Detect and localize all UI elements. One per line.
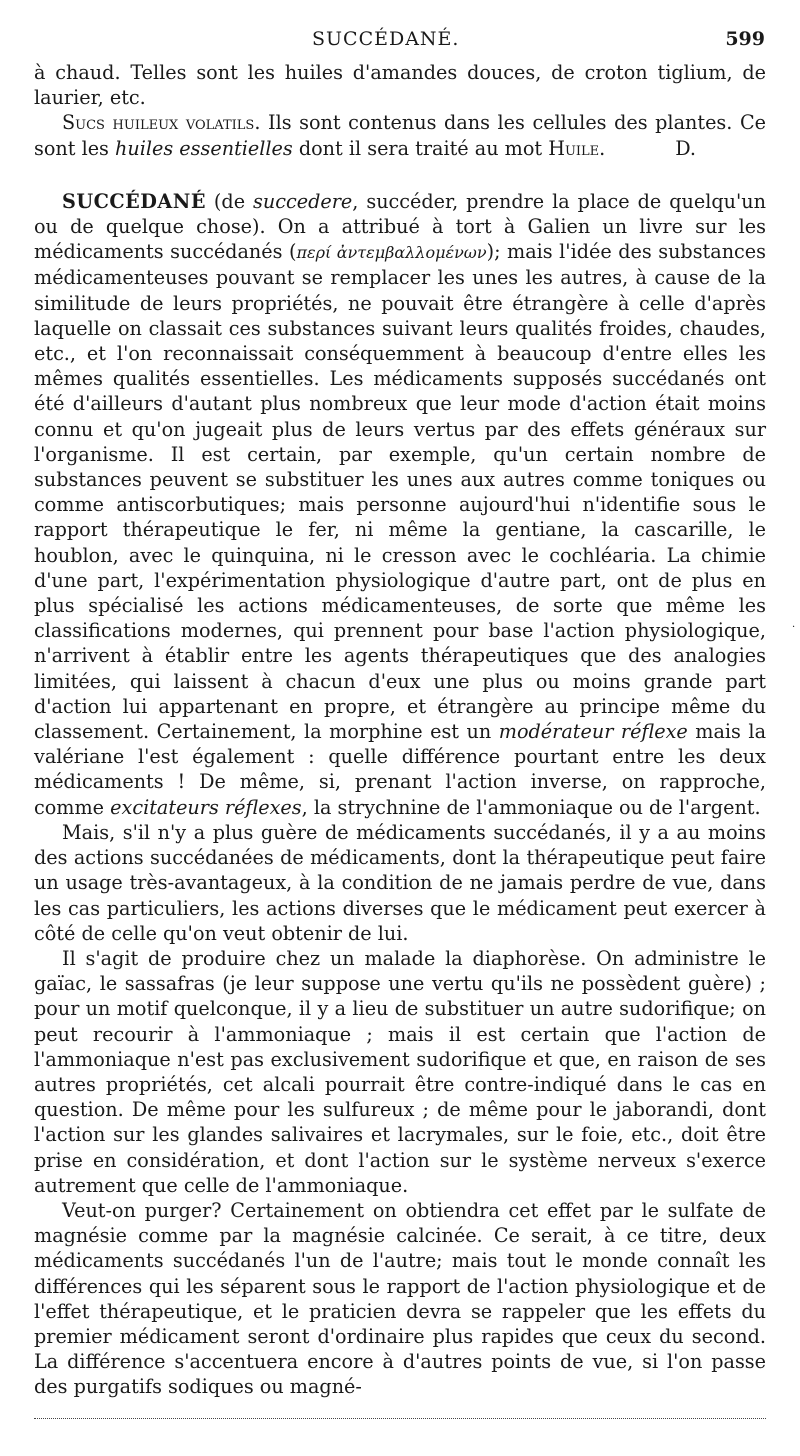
essential-oils-term: huiles essentielles <box>115 136 293 160</box>
latin-term: succedere <box>253 189 353 213</box>
entry-headword: SUCCÉDANÉ <box>62 189 206 213</box>
continuation-paragraph: à chaud. Telles sont les huiles d'amandes douces, de croton tiglium, de laurier, etc. <box>34 61 766 110</box>
entry-paragraph-1: SUCCÉDANÉ (de succedere, succéder, prendre la place de quelqu'un ou de quelque chose). On a attribué à tort à Galien un livre sur les médicaments succédanés (περί ἀντεμβαλλομένων); mais l'idée des substances médicamenteuses pouvant se remplacer les unes les autres, à cause de la similitude de leurs propriétés, ne pouvait être étrangère à celle d'après laquelle on classait ces substances suivant leurs qualités froides, chaudes, etc., et l'on reconnaissait conséquemment à beaucoup d'entre elles les mêmes qualités essentielles. Les médicaments supposés succédanés ont été d'ailleurs d'autant plus nombreux que leur mode d'action était moins connu et qu'on jugeait plus de leurs vertus par des effets généraux sur l'organisme. Il est certain, par exemple, qu'un certain nombre de substances peuvent se substituer les unes aux autres comme toniques ou comme antiscorbutiques; mais personne aujourd'hui n'identifie sous le rapport thérapeutique le fer, ni même la gentiane, la cascarille, le houblon, avec le quinquina, ni le cresson avec le cochléaria. La chimie d'une part, l'expérimentation physiologique d'autre part, ont de plus en plus spécialisé les actions médicamenteuses, de sorte que même les classifications modernes, qui prennent pour base l'action physiologique, n'arrivent à établir entre les agents thérapeutiques que des analogies limitées, qui laissent à chacun d'eux une plus ou moins grande part d'action lui appartenant en propre, et étrangère au principe même du classement. Certainement, la morphine est un modérateur réflexe mais la valériane l'est également : quelle différence pourtant entre les deux médicaments ! De même, si, prenant l'action inverse, on rapproche, comme excitateurs réflexes, la strychnine de l'ammoniaque ou de l'argent. <box>34 189 767 819</box>
entry-paragraph-4: Veut-on purger? Certainement on obtiendra cet effet par le sulfate de magnésie comme par la magnésie calcinée. Ce serait, à ce titre, deux médicaments succédanés l'un de l'autre; mais tout le monde connaît les différences qui les séparent sous le rapport de l'action physiologique et de l'effet thérapeutique, et le praticien devra se rappeler que les effets du premier médicament seront d'ordinaire plus rapides que ceux du second. La différence s'accentuera encore à d'autres points de vue, si l'on passe des purgatifs sodiques ou magné- <box>34 1198 766 1399</box>
page-body <box>34 60 766 1400</box>
sucs-volatils-paragraph: Sucs huileux volatils. Ils sont contenus dans les cellules des plantes. Ce sont les huiles essentielles dont il sera traité au mot Huile. D. <box>34 111 766 160</box>
greek-title: περί ἀντεμβαλλομένων <box>296 243 487 263</box>
excitateurs-reflexes-term: excitateurs réflexes <box>110 795 302 819</box>
moderateur-reflexe-term: modérateur réflexe <box>498 720 688 744</box>
running-title: SUCCÉDANÉ. <box>312 28 460 50</box>
author-signature: D. <box>675 136 696 160</box>
footer-dotted-rule <box>34 1418 766 1419</box>
margin-dot: · <box>792 622 796 633</box>
entry-paragraph-2: Mais, s'il n'y a plus guère de médicaments succédanés, il y a au moins des actions succédanées de médicaments, dont la thérapeutique peut faire un usage très-avantageux, à la condition de ne jamais perdre de vue, dans les cas particuliers, les actions diverses que le médicament peut exercer à côté de celle qu'on veut obtenir de lui. <box>34 820 766 945</box>
cross-reference: Huile <box>548 136 600 160</box>
entry-paragraph-3: Il s'agit de produire chez un malade la diaphorèse. On administre le gaïac, le sassafras (je leur suppose une vertu qu'ils ne possèdent guère) ; pour un motif quelconque, il y a lieu de substituer un autre sudorifique; on peut recourir à l'ammoniaque ; mais il est certain que l'action de l'ammoniaque n'est pas exclusivement sudorifique et que, en raison de ses autres propriétés, cet alcali pourrait être contre-indiqué dans le cas en question. De même pour les sulfureux ; de même pour le jaborandi, dont l'action sur les glandes salivaires et lacrymales, sur le foie, etc., doit être prise en considération, et dont l'action sur le système nerveux s'exerce autrement que celle de l'ammoniaque. <box>34 946 766 1197</box>
sucs-volatils-heading: Sucs huileux volatils. <box>62 111 261 135</box>
page-number: 599 <box>725 28 765 50</box>
page-header <box>0 28 800 58</box>
